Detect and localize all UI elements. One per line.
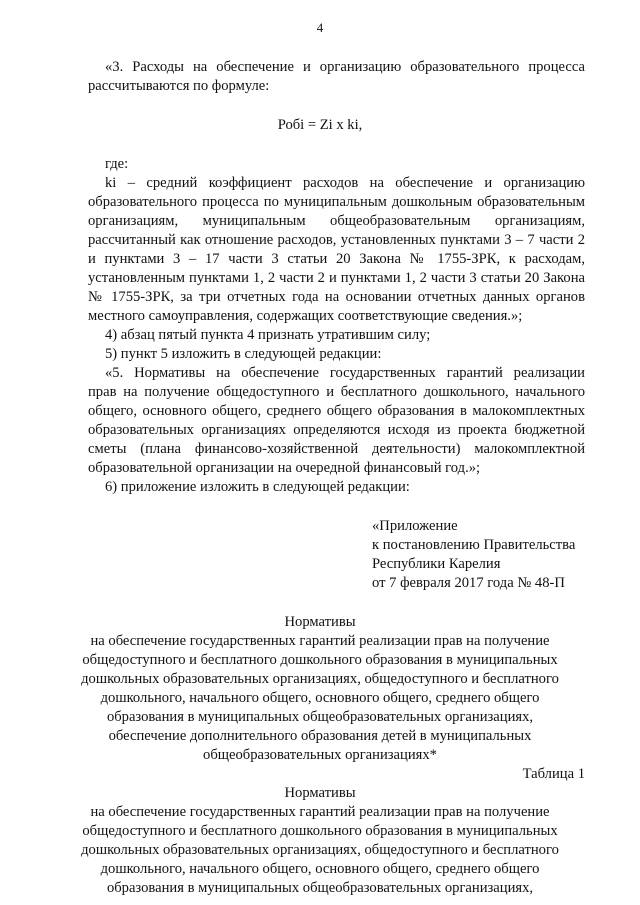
section-subtitle: общеобразовательных организациях*: [203, 747, 437, 763]
para-formula-intro: «3. Расходы на обеспечение и организацию образовательного процесса: [105, 59, 585, 75]
para-point-5-cont: прав на получение общедоступного и бесплатного дошкольного, начального: [88, 384, 585, 400]
para-ki-def-cont: № 1755-ЗРК, за три отчетных года на основании отчетных данных органов: [88, 289, 585, 305]
section-subtitle: дошкольного, начального общего, основного общего, среднего общего: [100, 690, 540, 706]
section-subtitle: на обеспечение государственных гарантий реализации прав на получение: [90, 633, 550, 649]
section-subtitle: общедоступного и бесплатного дошкольного образования в муниципальных: [82, 652, 558, 668]
para-ki-def-cont: образовательного процесса по муниципальным дошкольным образовательным: [88, 194, 585, 210]
para-point-5-cont: образовательных организациях определяются исходя из проекта бюджетной: [88, 422, 585, 438]
para-point-5-cont: сметы (плана финансово-хозяйственной деятельности) малокомплектной: [88, 441, 585, 457]
section-subtitle: обеспечение дополнительного образования детей в муниципальных: [108, 728, 532, 744]
para-ki-def-end: местного самоуправления, содержащих соответствующие сведения.»;: [88, 308, 523, 324]
para-point-5-end: образовательной организации на очередной финансовый год.»;: [88, 460, 481, 476]
para-ki-def-cont: рассчитанный как отношение расходов, установленных пунктами 3 – 7 части 2: [88, 232, 585, 248]
table-subtitle: на обеспечение государственных гарантий реализации прав на получение: [90, 804, 550, 820]
para-ki-def-cont: организациям, муниципальным общеобразовательным организациям,: [88, 213, 585, 229]
table-subtitle: дошкольного, начального общего, основного общего, среднего общего: [100, 861, 540, 877]
appendix-header: Республики Карелия: [372, 556, 501, 572]
para-ki-def-cont: установленным пунктами 1, 2 части 2 и пунктами 1, 2 части 3 статьи 20 Закона: [88, 270, 585, 286]
para-where: где:: [105, 156, 129, 172]
section-title: Нормативы: [284, 614, 356, 630]
para-point-5: «5. Нормативы на обеспечение государственных гарантий реализации: [105, 365, 585, 381]
para-item-5: 5) пункт 5 изложить в следующей редакции:: [105, 346, 382, 362]
para-item-4: 4) абзац пятый пункта 4 признать утратившим силу;: [105, 327, 431, 343]
appendix-header: «Приложение: [372, 518, 458, 534]
table-label: Таблица 1: [522, 766, 585, 782]
section-subtitle: образования в муниципальных общеобразовательных организациях,: [106, 709, 534, 725]
formula: Робi = Zi х ki,: [277, 117, 363, 133]
appendix-header: к постановлению Правительства: [372, 537, 576, 553]
para-point-5-cont: общего, основного общего, среднего общего образования в малокомплектных: [88, 403, 585, 419]
para-formula-intro-cont: рассчитываются по формуле:: [88, 78, 270, 94]
para-ki-def-cont: и пунктами 3 – 17 части 3 статьи 20 Закона № 1755-ЗРК, к расходам,: [88, 251, 585, 267]
table-subtitle: образования в муниципальных общеобразовательных организациях,: [106, 880, 534, 896]
page-number: 4: [316, 20, 324, 35]
appendix-header: от 7 февраля 2017 года № 48-П: [372, 575, 565, 591]
table-subtitle: общедоступного и бесплатного дошкольного образования в муниципальных: [82, 823, 558, 839]
para-ki-def: ki – средний коэффициент расходов на обеспечение и организацию: [105, 175, 585, 191]
table-subtitle: дошкольных образовательных организациях, общедоступного и бесплатного: [81, 842, 559, 858]
para-item-6: 6) приложение изложить в следующей редакции:: [105, 479, 410, 495]
section-subtitle: дошкольных образовательных организациях, общедоступного и бесплатного: [81, 671, 559, 687]
table-title: Нормативы: [284, 785, 356, 801]
